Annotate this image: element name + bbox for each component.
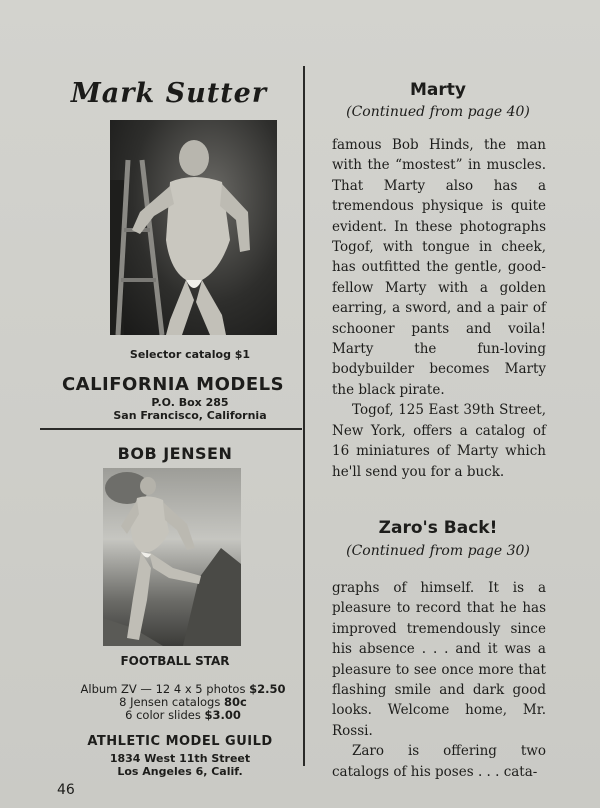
article1-paragraph-1: famous Bob Hinds, the man with the “mostest” in muscles. That Marty also has a tremendous physique is quite evident. In these photographs Togof, with tongue in cheek, has outfitted the gentle, good-fellow Marty with a golden earring, a sword, and a pair of schooner pants and voila! Marty the fun-loving bodybuilder becomes Marty the black pirate. — [332, 137, 546, 398]
ad2-photo-figure — [103, 468, 241, 646]
article2-body — [332, 578, 546, 782]
page-number: 46 — [57, 782, 75, 798]
article2-paragraph-2: Zaro is offering two catalogs of his poses . . . cata- — [332, 743, 546, 780]
ad2-price-line1-text: Album ZV — 12 4 x 5 photos — [80, 682, 250, 696]
ad1-company: CALIFORNIA MODELS — [61, 374, 285, 395]
ad2-address-line2: Los Angeles 6, Calif. — [117, 765, 243, 778]
ad2-price-line2-text: 8 Jensen catalogs — [119, 695, 224, 709]
ad2-model-name: BOB JENSEN — [117, 444, 233, 463]
ad2-model-photo — [103, 468, 241, 646]
article1-body — [332, 135, 546, 482]
column-divider — [303, 66, 305, 766]
ad1-photo-figure — [110, 120, 277, 335]
ad1-address-line1: P.O. Box 285 — [151, 396, 229, 409]
article2-title: Zaro's Back! — [378, 518, 498, 538]
ad2-caption: FOOTBALL STAR — [120, 654, 230, 668]
ad2-price-line3-text: 6 color slides — [125, 708, 205, 722]
article1-continued: (Continued from page 40) — [346, 104, 530, 120]
ad1-caption: Selector catalog $1 — [129, 348, 251, 361]
ad1-model-photo — [110, 120, 277, 335]
article1-title: Marty — [410, 80, 466, 100]
article1-paragraph-2: Togof, 125 East 39th Street, New York, offers a catalog of 16 miniatures of Marty which he'll send you for a buck. — [332, 402, 546, 480]
ad1-address-line2: San Francisco, California — [113, 409, 267, 422]
ad2-address-line1: 1834 West 11th Street — [109, 752, 251, 765]
ad2-price-line1-price: $2.50 — [249, 682, 286, 696]
ad1-model-name: Mark Sutter — [70, 78, 268, 109]
ad2-price-line1 — [48, 682, 318, 696]
ad2-price-line2-price: 80c — [224, 695, 247, 709]
ad2-price-line3-price: $3.00 — [204, 708, 241, 722]
ad2-company: ATHLETIC MODEL GUILD — [87, 734, 273, 749]
left-horizontal-rule — [40, 428, 302, 430]
ad2-price-line2 — [48, 695, 318, 709]
article2-paragraph-1: graphs of himself. It is a pleasure to record that he has improved tremendously since his absence . . . and it was a pleasure to see once more that flashing smile and dark good looks. Welcome home, Mr. Rossi. — [332, 580, 546, 739]
article2-continued: (Continued from page 30) — [346, 543, 530, 559]
ad2-price-line3 — [48, 708, 318, 722]
